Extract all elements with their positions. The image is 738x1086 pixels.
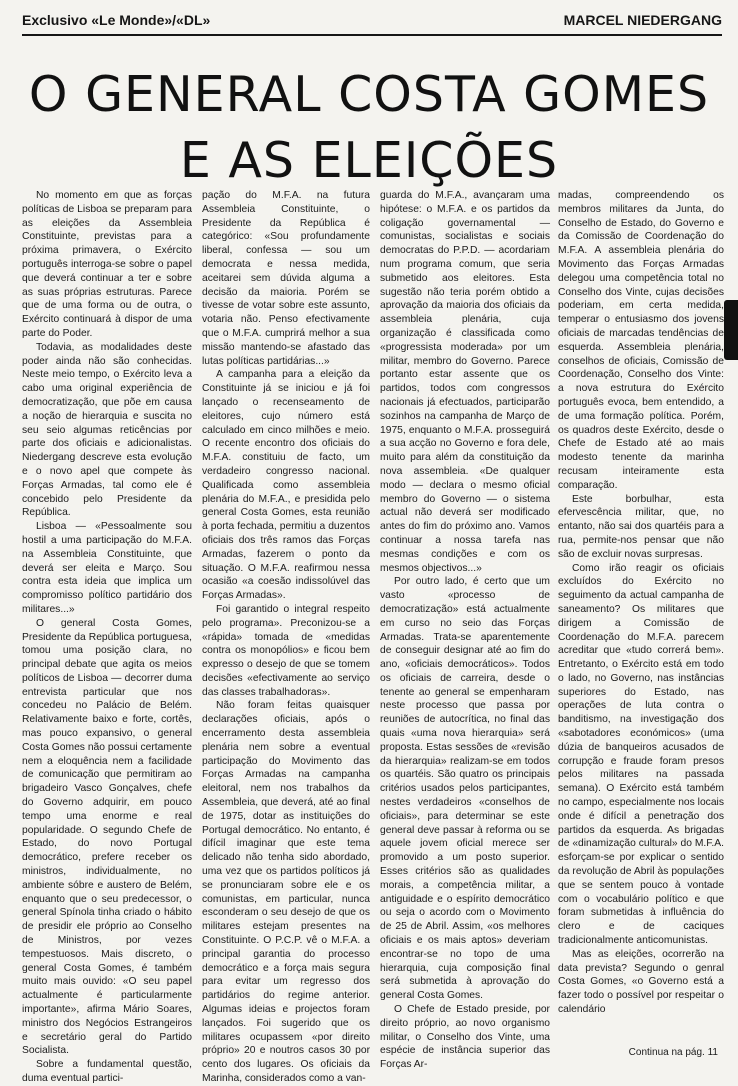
source-label: Exclusivo «Le Monde»/«DL»	[22, 12, 211, 28]
paragraph: Todavia, as modalidades deste poder ainda não são conhecidas. Neste meio tempo, o Exército leva a cabo uma original experiência de democratização, que põe em causa a noção de hierarquia e suscita no seu seio algumas reticências por parte dos oficiais e adicionalistas. Niedergang descreve esta evolução e o novo apel que compete às Forças Armadas, tal como ele é concebido pelo Presidente da República.	[22, 341, 192, 519]
paragraph: Este borbulhar, esta efervescência militar, que, no entanto, não sai dos quartéis para a rua, permite-nos pensar que não são de excluir novas surpresas.	[558, 493, 724, 560]
paragraph: No momento em que as forças políticas de Lisboa se preparam para as eleições da Assembleia Constituinte, previstas para a próxima primavera, o Exército português interroga-se sobre o papel que deverá continuar a ter e sobre as suas próprias estruturas. Parece que de uma forma ou de outra, o Exército continuará à dispor de uma parte do Poder.	[22, 190, 192, 339]
text-column-2	[202, 189, 370, 1084]
paragraph: Como irão reagir os oficiais excluídos do Exército no seguimento da actual campanha de saneamento? Os militares que dirigem a Comissão de Coordenação do M.F.A. parecem acreditar que «tudo correrá bem». Entretanto, o Exército está em todo o lado, no Governo, nas instâncias superiores do Estado, nas operações de luta contra o banditismo, na investigação dos «sabotadores económicos» (uma dúzia de banqueiros acusados de corrupção e fraude foram presos pelos militares na passada semana). O Exército está também no campo, especialmente nos locais onde é difícil a penetração dos partidos da esquerda. As brigadas de «dinamização cultural» do M.F.A. esforçam-se por explicar o sentido da revolução de Abril às populações que se sentem pouco à vontade com o vocabulário político e que foram submetidas à influência do clero e de caciques tradicionalmente anticomunistas.	[558, 562, 724, 947]
paragraph: Sobre a fundamental questão, duma eventual partici-	[22, 1059, 192, 1084]
continued-note: Continua na pág. 11	[628, 1047, 718, 1058]
paragraph: madas, compreendendo os membros militares da Junta, do Conselho de Estado, do Governo e da Comissão de Coordenação do M.F.A. A assembleia plenária do Movimento das Forças Armadas delegou uma competência total no Conselho dos Vinte, cujas decisões poderiam, em certa medida, temperar o entusiasmo dos jovens oficiais de marcadas tendências de esquerda. Assembleia plenária, conselhos de oficiais, Comissão de Coordenação, Conselho dos Vinte: a nova estrutura do Exército português evoca, bem entendido, a de uma formação política. Porém, os quadros deste Exército, desde o Chefe de Estado até ao mais modesto tenente da marinha recusam inteiramente esta comparação.	[558, 190, 724, 491]
page-header	[22, 6, 722, 36]
text-column-4	[558, 189, 724, 1049]
paragraph: Não foram feitas quaisquer declarações oficiais, após o encerramento desta assembleia plenária nem sobre a eventual participação do Movimento das Forças Armadas na campanha eleitoral, nem nos trabalhos da Assembleia, que deverá, até ao final de 1975, dotar as instituições do Portugal democrático. No entanto, é difícil imaginar que este tema delicado não tenha sido abordado, uma vez que os partidos políticos já se pronunciaram sobre ele e os comunistas, em particular, nunca esconderam o seu desejo de que os militares estejam presentes na Constituinte. O P.C.P. vê o M.F.A. a principal garantia do processo democrático e a força mais segura para evitar um regresso dos partidários do regime anterior. Algumas ideias e projectos foram lançados. Foi sugerido que os militares ocupassem «por direito próprio» 20 e noutros casos 30 por cento dos lugares. Os oficiais da Marinha, considerados como a van-	[202, 700, 370, 1084]
paragraph: pação do M.F.A. na futura Assembleia Constituinte, o Presidente da República é categórico: «Sou profundamente liberal, confessa — sou um democrata e nessa medida, aceitarei sem dúvida alguma a decisão da maioria. Porém se tivesse de votar sobre este assunto, votaria não. Penso efectivamente que o M.F.A. cumprirá melhor a sua missão mantendo-se afastado das lutas políticas partidárias...»	[202, 190, 370, 367]
paragraph: guarda do M.F.A., avançaram uma hipótese: o M.F.A. e os partidos da coligação governamental — comunistas, socialistas e sociais democratas do P.P.D. — acordariam num programa comum, que seria submetido aos eleitores. Esta sugestão não teria porém obtido a aprovação da maioria dos oficiais da assembleia plenária, cuja organização é classificada como «progressista moderada» por um militar, membro do Governo. Parece portanto estar assente que os partidos, todos com congressos nacionais já efectuados, participarão sozinhos na campanha de Março de 1975, enquanto o M.F.A. prosseguirá a sua acção no Governo e fora dele, muito para além da constituição da nova assembleia. «De qualquer modo — declara o mesmo oficial membro do Governo — o sistema actual não deverá ser modificado antes do fim do próximo ano. Vamos continuar a nossa tarefa nas mesmas condições e com os mesmos objectivos...»	[380, 190, 550, 574]
paragraph: O general Costa Gomes, Presidente da República portuguesa, tomou uma posição clara, no principal debate que agita os meios políticos de Lisboa — decorrer duma entrevista particular que nos concedeu no Palácio de Belém. Relativamente baixo e forte, cortês, mas pouco expansivo, o general Costa Gomes não possui certamente nem a eloquência nem a facilidade de comunicação que permitiram ao brigadeiro Vasco Gonçalves, chefe do Governo adquirir, em pouco tempo uma enorme e real popularidade. O segundo Chefe de Estado, do novo Portugal democrático, prefere receber os ministros, individualmente, no ambiente sóbre e austero de Belém, enquanto que o seu predecessor, o general Spínola tinha criado o hábito de presidir ele próprio ao Conselho de Ministros, por vezes tempestuosos. Mais discreto, o general Costa Gomes, é também muito mais ouvido: «O seu papel actualmente é particularmente importante», afirma Mário Soares, ministro dos Negócios Estrangeiros e secretário geral do Partido Socialista.	[22, 617, 192, 1057]
page-edge-mark	[724, 300, 738, 360]
paragraph: A campanha para a eleição da Constituinte já se iniciou e já foi lançado o recenseamento de eleitores, cujo número está calculado em cinco milhões e meio. O recente encontro dos oficiais do M.F.A. constituiu de facto, um verdadeiro congresso nacional. Qualificada como assembleia plenária do M.F.A., e presidida pelo general Costa Gomes, esta reunião à porta fechada, permitiu a duzentos oficiais dos três ramos das Forças Armadas, fazerem o ponto da situação. O M.F.A. reafirmou nessa ocasião «a coesão indissolúvel das Forças Armadas».	[202, 369, 370, 602]
author-name: MARCEL NIEDERGANG	[563, 12, 722, 28]
headline-line-2: E AS ELEIÇÕES	[179, 132, 559, 189]
text-column-1	[22, 189, 192, 1084]
paragraph: Mas as eleições, ocorrerão na data prevista? Segundo o genral Costa Gomes, «o Governo está a fazer todo o possível por respeitar o calendário	[558, 948, 724, 1016]
paragraph: Foi garantido o integral respeito pelo programa». Preconizou-se a «rápida» tomada de «medidas contra os monopólios» e ficou bem expresso o desejo de que se tomem decisões «efectivamente ao serviço das classes trabalhadoras».	[202, 603, 370, 698]
paragraph: O Chefe de Estado preside, por direito próprio, ao novo organismo militar, o Conselho dos Vinte, uma espécie de instância superior das Forças Ar-	[380, 1004, 550, 1071]
paragraph: Por outro lado, é certo que um vasto «processo de democratização» está actualmente em curso no seio das Forças Armadas. Trata-se aparentemente de conseguir designar até ao fim do ano, «oficiais democráticos». Todos os oficiais de carreira, desde o tenente ao general se empenharam neste processo que passa por reuniões de autocrítica, no final das quais «uma nova hierarquia» será proposta. Estas sessões de «revisão da hierarquia» realizam-se em todos os quartéis. São quatro os principais critérios usados pelos participantes, nestes verdadeiros «conselhos de oficiais», para determinar se este general deve passar à reforma ou se aquele jovem oficial merece ser promovido a um posto superior. Esses critérios são as qualidades morais, a competência militar, a antiguidade e o espírito democrático ou seja o acordo com o Movimento de 25 de Abril. Assim, «os melhores oficiais e os mais aptos» deveriam encontrar-se no topo de uma hierarquia, cuja composição final será submetida à aprovação do general Costa Gomes.	[380, 576, 550, 1002]
headline-line-1: O GENERAL COSTA GOMES	[28, 66, 710, 123]
article-headline	[0, 62, 738, 194]
text-column-3	[380, 189, 550, 1071]
paragraph: Lisboa — «Pessoalmente sou hostil a uma participação do M.F.A. na Assembleia Constituinte, que deverá ser eleita e Março. Sou contra esta ideia que implica um compromisso político partidário dos militares...»	[22, 521, 192, 615]
